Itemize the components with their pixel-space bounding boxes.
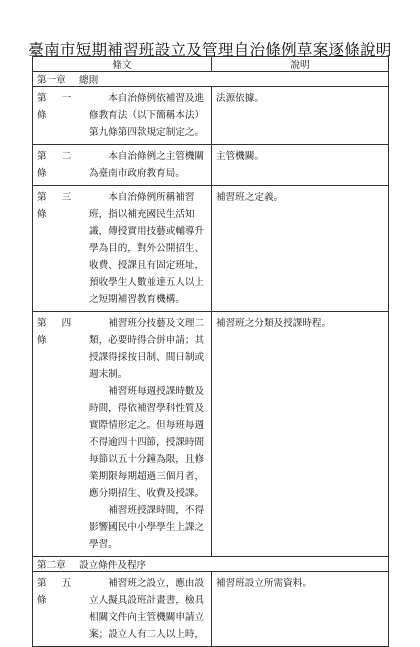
chapter-heading [33,72,389,87]
explanation-text: 主管機關。 [216,151,264,162]
article-provision [33,572,212,647]
article-paragraph: 補習班分技藝及文理二類，必要時得合併申請；其授課得採按日制、間日制或週末制。 [89,318,205,380]
provision-table [32,56,389,647]
explanation-text: 補習班之分類及授課時程。 [216,318,332,329]
article-paragraph: 補習班授課時間，不得影響國民中小學學生上課之學習。 [89,505,205,550]
article-number: 第 一 條 [37,93,78,121]
header-explanation: 說明 [212,57,389,72]
chapter-number: 第一章 [37,75,66,86]
article-row [33,572,389,647]
article-explanation [212,572,389,647]
explanation-text: 法源依據。 [216,93,264,104]
article-provision [33,87,212,145]
table-header-row [33,57,389,72]
article-number: 第 二 條 [37,151,78,179]
article-paragraph: 本自治條例所稱補習班，指以補充國民生活知識，傳授實用技藝或輔導升學為目的，對外公開招生、收費、授課且有固定班址，預收學生人數並達五人以上之短期補習教育機構。 [89,192,205,305]
explanation-text: 補習班設立所需資料。 [216,578,312,589]
article-explanation [212,87,389,145]
article-row [33,145,389,186]
article-explanation [212,145,389,186]
chapter-name: 總則 [79,75,99,86]
chapter-row [33,72,389,87]
header-provision: 條文 [33,57,212,72]
explanation-text: 補習班之定義。 [216,192,284,203]
article-number: 第 三 條 [37,192,78,220]
article-number: 第 五 條 [37,578,78,606]
article-explanation [212,312,389,557]
article-number: 第 四 條 [37,318,78,346]
article-provision [33,186,212,312]
article-row [33,312,389,557]
article-paragraph: 補習班每週授課時數及時間，得依補習學科性質及實際情形定之。但每班每週不得逾四十四節，授課時間每節以五十分鐘為限，且修業期限每期超過三個月者，應分期招生、收費及授課。 [89,386,205,499]
article-row [33,186,389,312]
article-provision [33,312,212,557]
article-paragraph: 補習班之設立，應由設立人擬具設班計畫書，檢具相關文件向主管機關申請立案；設立人有二人以上時， [89,578,205,640]
chapter-number: 第二章 [37,560,66,571]
document-title: 臺南市短期補習班設立及管理自治條例草案逐條說明 [28,41,392,59]
chapter-heading [33,557,389,572]
article-explanation [212,186,389,312]
chapter-name: 設立條件及程序 [79,560,147,571]
chapter-row [33,557,389,572]
article-row [33,87,389,145]
article-paragraph: 本自治條例依補習及進修教育法（以下簡稱本法）第九條第四款規定制定之。 [89,93,205,138]
article-provision [33,145,212,186]
article-paragraph: 本自治條例之主管機關為臺南市政府教育局。 [89,151,205,179]
